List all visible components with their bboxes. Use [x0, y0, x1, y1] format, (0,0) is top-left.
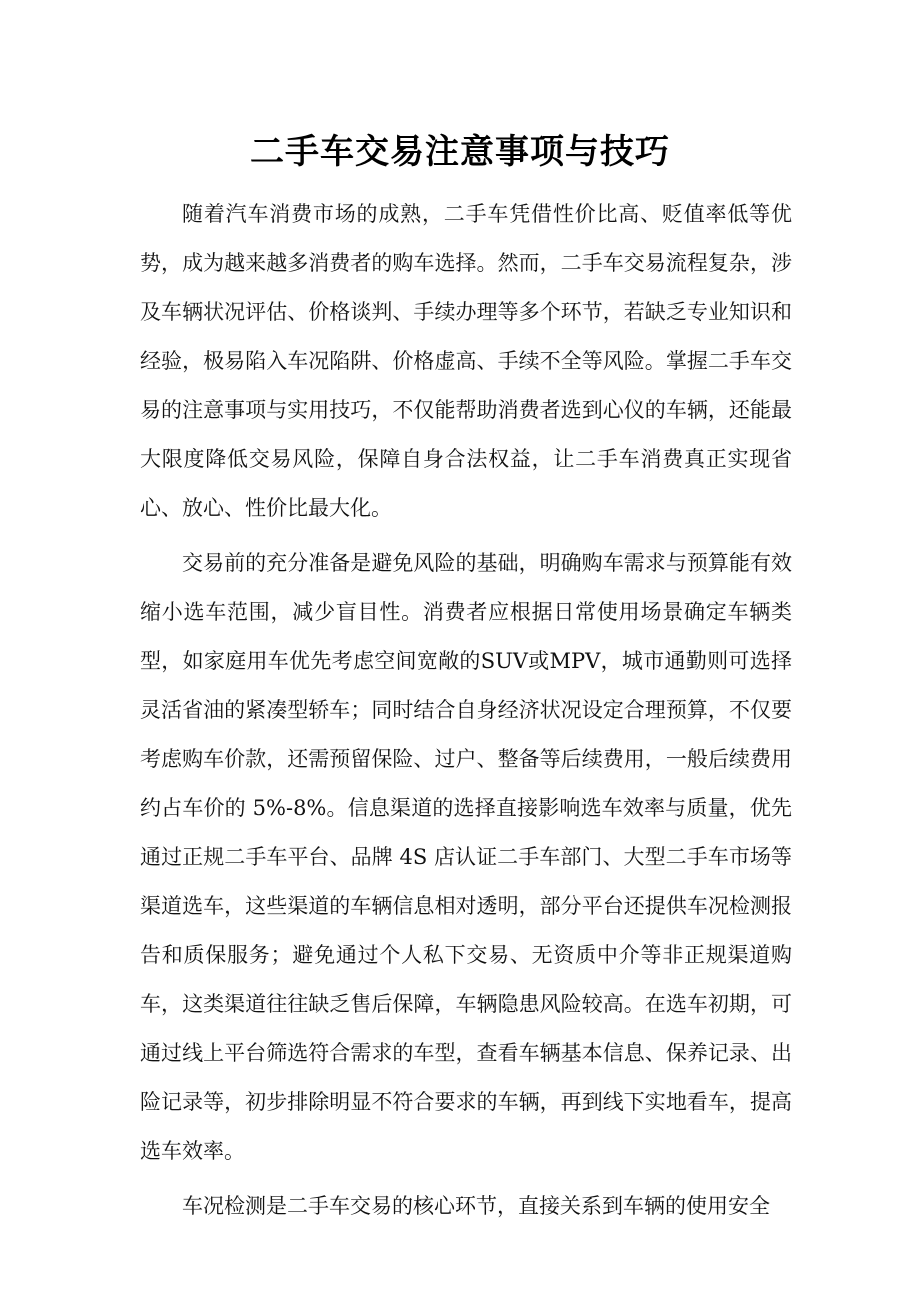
- document-body: [140, 190, 792, 1237]
- document-title: 二手车交易注意事项与技巧: [250, 132, 670, 172]
- paragraph-preparation: 交易前的充分准备是避免风险的基础，明确购车需求与预算能有效缩小选车范围，减少盲目性。消费者应根据日常使用场景确定车辆类型，如家庭用车优先考虑空间宽敞的SUV或MPV，城市通勤则可选择灵活省油的紧凑型轿车；同时结合自身经济状况设定合理预算，不仅要考虑购车价款，还需预留保险、过户、整备等后续费用，一般后续费用约占车价的 5%-8%。信息渠道的选择直接影响选车效率与质量，优先通过正规二手车平台、品牌 4S 店认证二手车部门、大型二手车市场等渠道选车，这些渠道的车辆信息相对透明，部分平台还提供车况检测报告和质保服务；避免通过个人私下交易、无资质中介等非正规渠道购车，这类渠道往往缺乏售后保障，车辆隐患风险较高。在选车初期，可通过线上平台筛选符合需求的车型，查看车辆基本信息、保养记录、出险记录等，初步排除明显不符合要求的车辆，再到线下实地看车，提高选车效率。: [140, 551, 792, 1163]
- paragraph-intro: 随着汽车消费市场的成熟，二手车凭借性价比高、贬值率低等优势，成为越来越多消费者的购车选择。然而，二手车交易流程复杂，涉及车辆状况评估、价格谈判、手续办理等多个环节，若缺乏专业知识和经验，极易陷入车况陷阱、价格虚高、手续不全等风险。掌握二手车交易的注意事项与实用技巧，不仅能帮助消费者选到心仪的车辆，还能最大限度降低交易风险，保障自身合法权益，让二手车消费真正实现省心、放心、性价比最大化。: [140, 202, 792, 520]
- paragraph-inspection: 车况检测是二手车交易的核心环节，直接关系到车辆的使用安全: [182, 1194, 770, 1218]
